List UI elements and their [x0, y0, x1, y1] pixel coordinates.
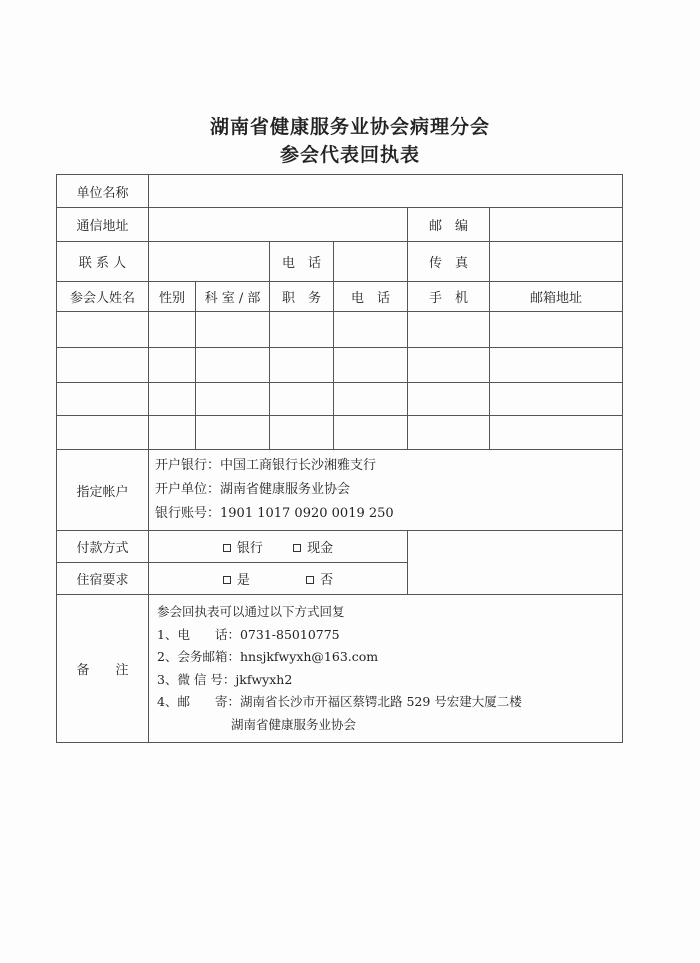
attendee-cell[interactable] [334, 348, 408, 383]
unit-name-label: 单位名称 [57, 175, 149, 208]
attendee-cell[interactable] [57, 348, 149, 383]
attendee-cell[interactable] [196, 312, 270, 348]
attendee-cell[interactable] [270, 312, 334, 348]
table-row [57, 348, 623, 383]
attendee-cell[interactable] [490, 416, 623, 450]
account-holder: 开户单位：湖南省健康服务业协会 [155, 482, 351, 497]
attendee-cell[interactable] [270, 416, 334, 450]
pay-bank-option[interactable]: 银行 [223, 537, 263, 556]
lodging-yes-option[interactable]: 是 [223, 569, 250, 588]
attendee-cell[interactable] [149, 383, 196, 416]
col-header-department: 科 室 / 部 [196, 282, 270, 312]
attendee-cell[interactable] [408, 416, 490, 450]
attendee-cell[interactable] [490, 348, 623, 383]
postcode-field[interactable] [490, 208, 623, 242]
table-row [57, 416, 623, 450]
account-number: 银行账号：1901 1017 0920 0019 250 [155, 506, 394, 521]
lodging-no-option[interactable]: 否 [306, 569, 333, 588]
attendee-cell[interactable] [408, 312, 490, 348]
col-header-position: 职 务 [270, 282, 334, 312]
col-header-phone: 电 话 [334, 282, 408, 312]
notes-phone: 1、电 话：0731-85010775 [157, 626, 340, 642]
address-label: 通信地址 [57, 208, 149, 242]
postcode-label: 邮 编 [408, 208, 490, 242]
fax-field[interactable] [490, 242, 623, 282]
lodging-options [149, 563, 408, 595]
page-title: 湖南省健康服务业协会病理分会 [209, 116, 490, 138]
table-row [57, 312, 623, 348]
attendee-cell[interactable] [408, 348, 490, 383]
notes-email: 2、会务邮箱：hnsjkfwyxh@163.com [157, 649, 379, 664]
col-header-mobile: 手 机 [408, 282, 490, 312]
attendee-cell[interactable] [149, 312, 196, 348]
designated-account-label: 指定帐户 [57, 450, 149, 531]
account-info [149, 450, 623, 531]
contact-label: 联 系 人 [57, 242, 149, 282]
notes-mail-line2: 湖南省健康服务业协会 [231, 716, 357, 732]
attendee-cell[interactable] [270, 383, 334, 416]
receipt-form-table [56, 174, 623, 743]
notes-mail: 4、邮 寄：湖南省长沙市开福区蔡锷北路 529 号宏建大厦二楼 [157, 694, 522, 709]
fax-label: 传 真 [408, 242, 490, 282]
address-field[interactable] [149, 208, 408, 242]
attendee-cell[interactable] [149, 416, 196, 450]
payment-options [149, 531, 408, 563]
attendee-cell[interactable] [196, 416, 270, 450]
pay-cash-option[interactable]: 现金 [293, 537, 333, 556]
attendee-cell[interactable] [490, 312, 623, 348]
attendee-cell[interactable] [270, 348, 334, 383]
phone-label: 电 话 [270, 242, 334, 282]
checkbox-icon[interactable] [223, 576, 231, 584]
attendee-cell[interactable] [196, 383, 270, 416]
checkbox-icon[interactable] [306, 576, 314, 584]
checkbox-icon[interactable] [223, 544, 231, 552]
attendee-cell[interactable] [196, 348, 270, 383]
notes-wechat: 3、微 信 号：jkfwyxh2 [157, 671, 293, 687]
lodging-label: 住宿要求 [57, 563, 149, 595]
checkbox-icon[interactable] [293, 544, 301, 552]
payment-method-label: 付款方式 [57, 531, 149, 563]
attendee-cell[interactable] [408, 383, 490, 416]
attendee-cell[interactable] [334, 312, 408, 348]
notes-intro: 参会回执表可以通过以下方式回复 [157, 604, 345, 619]
attendee-cell[interactable] [57, 312, 149, 348]
contact-field[interactable] [149, 242, 270, 282]
unit-name-field[interactable] [149, 175, 623, 208]
attendee-cell[interactable] [490, 383, 623, 416]
table-row [57, 383, 623, 416]
col-header-email: 邮箱地址 [490, 282, 623, 312]
blank-area [408, 531, 623, 595]
attendee-cell[interactable] [149, 348, 196, 383]
col-header-gender: 性别 [149, 282, 196, 312]
remarks-content [149, 595, 623, 743]
attendee-cell[interactable] [57, 383, 149, 416]
attendee-cell[interactable] [334, 383, 408, 416]
phone-field[interactable] [334, 242, 408, 282]
attendee-cell[interactable] [57, 416, 149, 450]
page-subtitle: 参会代表回执表 [279, 144, 420, 166]
attendee-cell[interactable] [334, 416, 408, 450]
col-header-name: 参会人姓名 [57, 282, 149, 312]
remarks-label: 备 注 [57, 595, 149, 743]
bank-name: 开户银行：中国工商银行长沙湘雅支行 [155, 458, 377, 473]
